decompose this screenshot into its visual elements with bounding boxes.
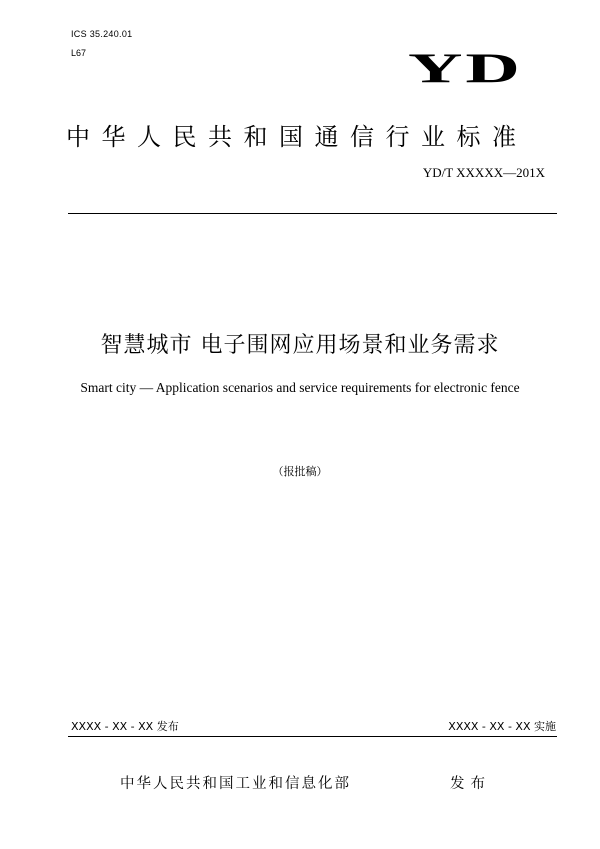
issuing-authority: 中华人民共和国工业和信息化部 — [120, 776, 351, 792]
ccs-code: L67 — [71, 48, 87, 58]
document-title-cn: 智慧城市 电子围网应用场景和业务需求 — [100, 333, 500, 358]
standard-number: YD/T XXXXX—201X — [422, 165, 545, 180]
issue-date: XXXX - XX - XX 发布 — [71, 720, 179, 733]
implementation-date: XXXX - XX - XX 实施 — [448, 720, 556, 733]
ics-code: ICS 35.240.01 — [71, 29, 133, 39]
standard-type-title: 中华人民共和国通信行业标准 — [66, 123, 528, 151]
draft-status: （报批稿） — [272, 465, 328, 478]
document-title-en: Smart city — Application scenarios and service requirements for electronic fence — [80, 380, 520, 395]
bottom-divider — [68, 736, 557, 737]
top-divider — [68, 213, 557, 214]
issue-label: 发布 — [450, 776, 491, 792]
yd-logo: YD — [408, 45, 523, 93]
